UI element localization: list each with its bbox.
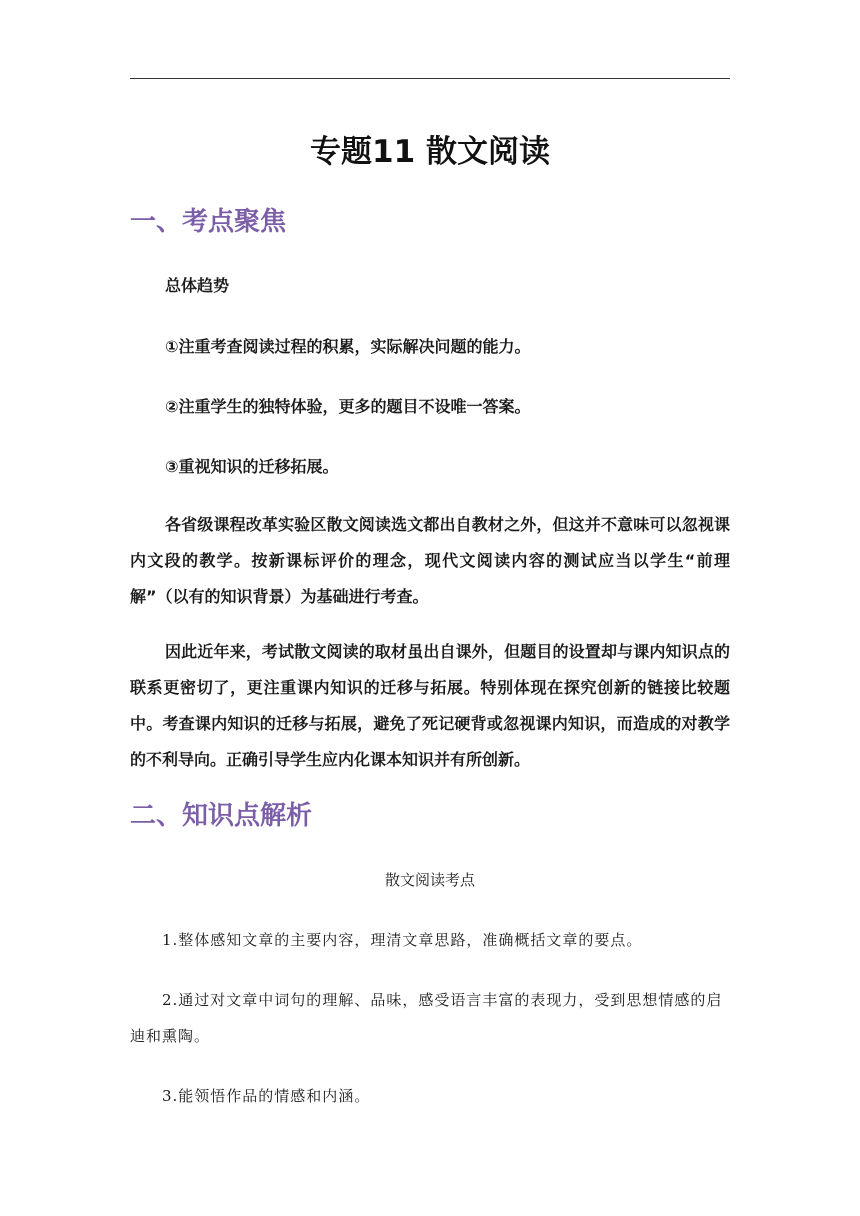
trend-point-3: ③重视知识的迁移拓展。 bbox=[165, 457, 339, 476]
trend-point-2: ②注重学生的独特体验，更多的题目不设唯一答案。 bbox=[165, 397, 531, 416]
paragraph-2: 因此近年来，考试散文阅读的取材虽出自课外，但题目的设置却与课内知识点的联系更密切了，更注重课内知识的迁移与拓展。特别体现在探究创新的链接比较题中。考查课内知识的迁移与拓展，避免了死记硬背或忽视课内知识，而造成的对教学的不利导向。正确引导学生应内化课本知识并有所创新。 bbox=[130, 642, 730, 769]
header-rule bbox=[130, 78, 730, 79]
section-heading-2: 二、知识点解析 bbox=[130, 801, 313, 831]
page-title: 专题11 散文阅读 bbox=[310, 134, 550, 170]
subheading-trend: 总体趋势 bbox=[165, 276, 230, 295]
trend-point-1: ①注重考查阅读过程的积累，实际解决问题的能力。 bbox=[165, 337, 531, 356]
section-subtitle: 散文阅读考点 bbox=[384, 871, 475, 889]
knowledge-item-3: 3.能领悟作品的情感和内涵。 bbox=[162, 1087, 371, 1105]
knowledge-item-2: 2.通过对文章中词句的理解、品味，感受语言丰富的表现力，受到思想情感的启迪和熏陶。 bbox=[130, 991, 723, 1045]
knowledge-item-1: 1.整体感知文章的主要内容，理清文章思路，准确概括文章的要点。 bbox=[162, 931, 643, 949]
paragraph-1: 各省级课程改革实验区散文阅读选文都出自教材之外，但这并不意味可以忽视课内文段的教学。按新课标评价的理念，现代文阅读内容的测试应当以学生“前理解”（以有的知识背景）为基础进行考查。 bbox=[130, 515, 730, 606]
section-heading-1: 一、考点聚焦 bbox=[130, 207, 287, 237]
